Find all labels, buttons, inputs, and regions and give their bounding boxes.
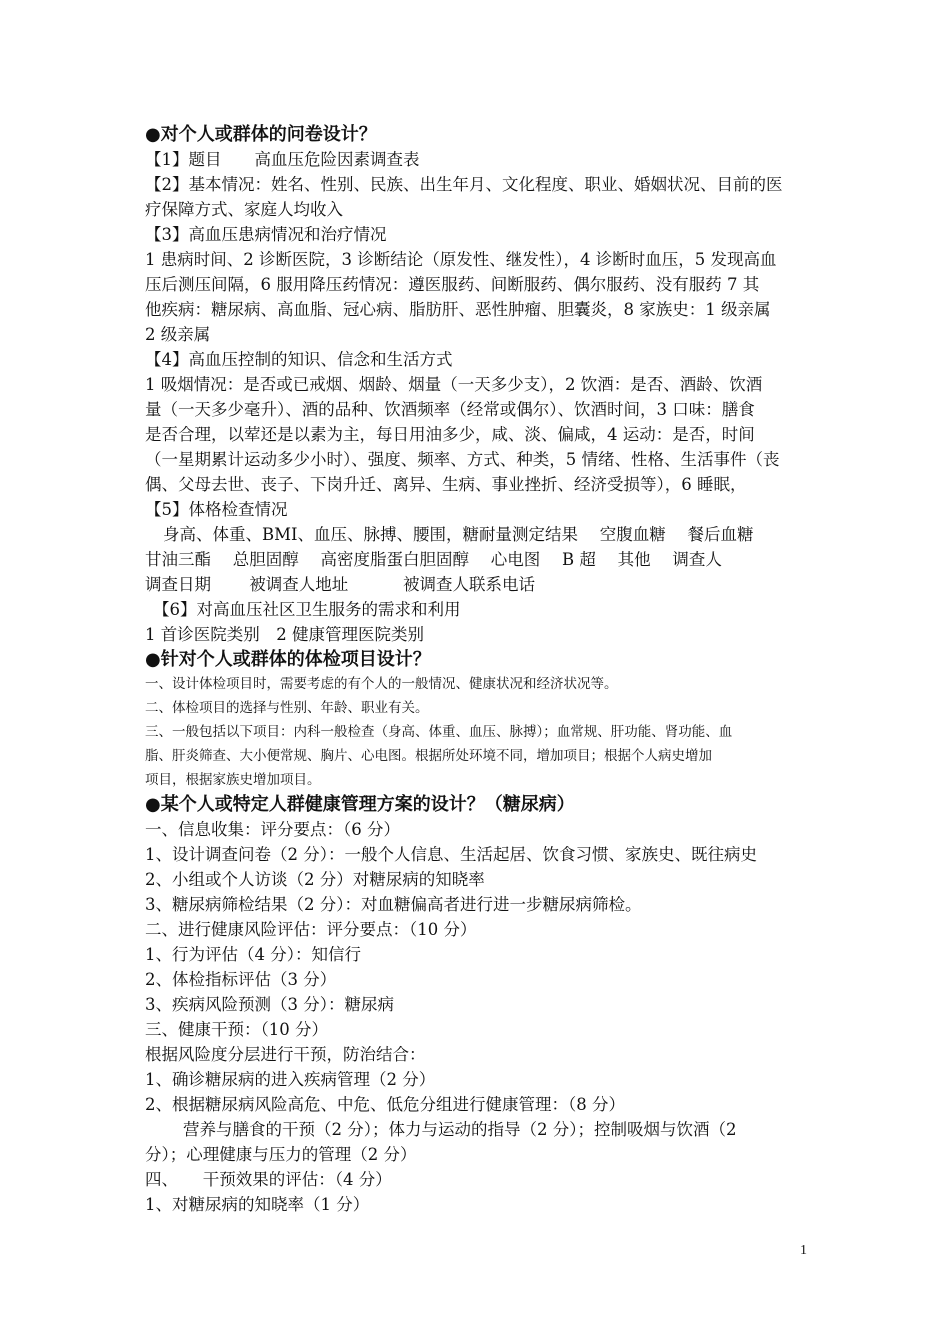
text-line: 营养与膳食的干预（2 分）；体力与运动的指导（2 分）；控制吸烟与饮酒（2	[183, 1120, 737, 1139]
text-line: 调查日期 被调查人地址 被调查人联系电话	[145, 575, 535, 594]
text-line: 【4】高血压控制的知识、信念和生活方式	[145, 350, 453, 369]
text-line: 偶、父母去世、丧子、下岗升迁、离异、生病、事业挫折、经济受损等），6 睡眠，	[145, 475, 747, 494]
text-line: 一、设计体检项目时，需要考虑的有个人的一般情况、健康状况和经济状况等。	[145, 676, 618, 692]
text-line: 【1】题目 高血压危险因素调查表	[145, 150, 420, 169]
text-line: 2、体检指标评估（3 分）	[145, 970, 337, 989]
text-line: 一、信息收集：评分要点：（6 分）	[145, 820, 400, 839]
text-line: 压后测压间隔，6 服用降压药情况：遵医服药、间断服药、偶尔服药、没有服药 7 其	[145, 275, 760, 294]
text-line: 身高、体重、BMI、血压、脉搏、腰围，糖耐量测定结果 空腹血糖 餐后血糖	[163, 525, 754, 544]
text-line: 项目，根据家族史增加项目。	[145, 772, 321, 788]
text-line: 甘油三酯 总胆固醇 高密度脂蛋白胆固醇 心电图 B 超 其他 调查人	[145, 550, 722, 569]
text-line: 根据风险度分层进行干预，防治结合：	[145, 1045, 426, 1064]
text-line: （一星期累计运动多少小时）、强度、频率、方式、种类，5 情绪、性格、生活事件（丧	[145, 450, 780, 469]
text-line: 三、一般包括以下项目：内科一般检查（身高、体重、血压、脉搏）；血常规、肝功能、肾功能、血	[145, 724, 733, 740]
text-line: 分）；心理健康与压力的管理（2 分）	[145, 1145, 417, 1164]
text-line: 1、对糖尿病的知晓率（1 分）	[145, 1195, 370, 1214]
text-line: 二、体检项目的选择与性别、年龄、职业有关。	[145, 700, 429, 716]
document-body	[145, 122, 813, 1217]
text-line: 四、 干预效果的评估：（4 分）	[145, 1170, 392, 1189]
text-line: 3、疾病风险预测（3 分）：糖尿病	[145, 995, 394, 1014]
text-line: 1、行为评估（4 分）：知信行	[145, 945, 361, 964]
section-heading: ●对个人或群体的问卷设计？	[145, 124, 377, 145]
section-heading: ●针对个人或群体的体检项目设计？	[145, 649, 431, 670]
text-line: 脂、肝炎筛查、大小便常规、胸片、心电图。根据所处环境不同，增加项目；根据个人病史增加	[145, 748, 712, 764]
text-line: 2、小组或个人访谈（2 分）对糖尿病的知晓率	[145, 870, 485, 889]
text-line: 量（一天多少毫升）、酒的品种、饮酒频率（经常或偶尔）、饮酒时间，3 口味：膳食	[145, 400, 755, 419]
text-line: 1、确诊糖尿病的进入疾病管理（2 分）	[145, 1070, 436, 1089]
text-line: 3、糖尿病筛检结果（2 分）：对血糖偏高者进行进一步糖尿病筛检。	[145, 895, 642, 914]
text-line: 1 患病时间、2 诊断医院，3 诊断结论（原发性、继发性），4 诊断时血压，5 发现高血	[145, 250, 777, 269]
page-number: 1	[800, 1243, 807, 1258]
text-line: 【3】高血压患病情况和治疗情况	[145, 225, 387, 244]
text-line: 【2】基本情况：姓名、性别、民族、出生年月、文化程度、职业、婚姻状况、目前的医	[145, 175, 783, 194]
text-line: 2 级亲属	[145, 325, 211, 344]
text-line: 1、设计调查问卷（2 分）：一般个人信息、生活起居、饮食习惯、家族史、既往病史	[145, 845, 757, 864]
text-line: 三、健康干预：（10 分）	[145, 1020, 328, 1039]
text-line: 他疾病：糖尿病、高血脂、冠心病、脂肪肝、恶性肿瘤、胆囊炎，8 家族史：1 级亲属	[145, 300, 771, 319]
section-heading: ●某个人或特定人群健康管理方案的设计？（糖尿病）	[145, 794, 575, 815]
text-line: 【6】对高血压社区卫生服务的需求和利用	[153, 600, 461, 619]
text-line: 1 吸烟情况：是否或已戒烟、烟龄、烟量（一天多少支），2 饮酒：是否、酒龄、饮酒	[145, 375, 763, 394]
text-line: 是否合理，以荤还是以素为主，每日用油多少，咸、淡、偏咸，4 运动：是否，时间	[145, 425, 755, 444]
text-line: 2、根据糖尿病风险高危、中危、低危分组进行健康管理：（8 分）	[145, 1095, 625, 1114]
text-line: 疗保障方式、家庭人均收入	[145, 200, 343, 219]
text-line: 【5】体格检查情况	[145, 500, 288, 519]
text-line: 二、进行健康风险评估：评分要点：（10 分）	[145, 920, 477, 939]
text-line: 1 首诊医院类别 2 健康管理医院类别	[145, 625, 424, 644]
